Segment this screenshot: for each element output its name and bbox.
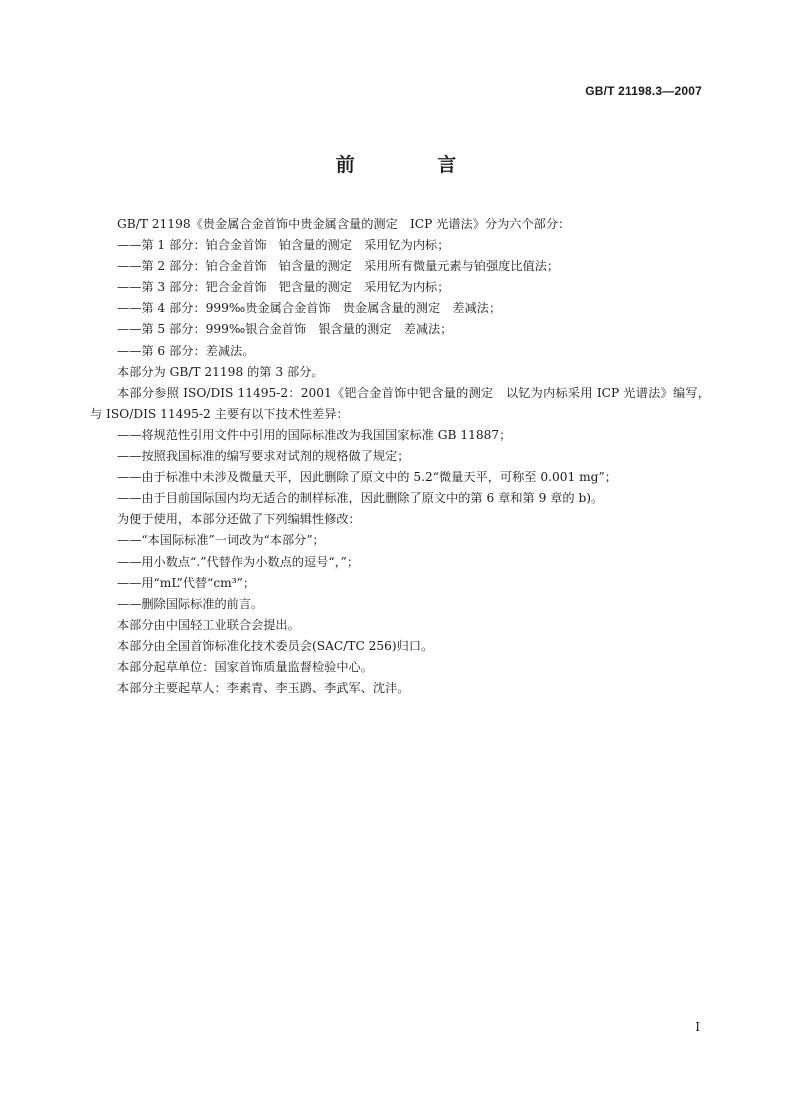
paragraph: ——用“mL”代替“cm³”； [117,575,256,590]
paragraph: ——“本国际标准”一词改为“本部分”； [117,533,325,548]
paragraph: ——第 2 部分：铂合金首饰 铂含量的测定 采用所有微量元素与铂强度比值法； [117,259,560,274]
page-number: I [695,1020,700,1034]
paragraph: GB/T 21198《贵金属合金首饰中贵金属含量的测定 ICP 光谱法》分为六个部分： [117,217,571,231]
paragraph: ——由于标准中未涉及微量天平，因此删除了原文中的 5.2“微量天平，可称至 0.001 mg”； [117,470,617,485]
paragraph: 本部分由中国轻工业联合会提出。 [117,617,300,632]
page-title: 前 言 [335,154,495,176]
paragraph: 本部分参照 ISO/DIS 11495-2：2001《钯合金首饰中钯含量的测定 以钇为内标采用 ICP 光谱法》编写，与 ISO/DIS 11495-2 主要有以下技术性差异： [90,385,710,421]
paragraph: 本部分由全国首饰标准化技术委员会(SAC/TC 256)归口。 [117,638,434,653]
paragraph: ——第 4 部分：999‰贵金属合金首饰 贵金属含量的测定 差减法； [117,301,502,316]
paragraph: ——第 3 部分：钯合金首饰 钯含量的测定 采用钇为内标； [117,280,450,295]
standard-number: GB/T 21198.3—2007 [585,84,702,98]
paragraph: ——第 1 部分：铂合金首饰 铂含量的测定 采用钇为内标； [117,238,450,253]
paragraph: 本部分为 GB/T 21198 的第 3 部分。 [117,364,324,379]
paragraph: ——由于目前国际国内均无适合的制样标准，因此删除了原文中的第 6 章和第 9 章的 b)。 [117,491,604,506]
paragraph: 本部分主要起草人：李素青、李玉鹍、李武军、沈沣。 [117,681,410,696]
foreword-body [90,214,710,699]
paragraph: ——删除国际标准的前言。 [117,596,264,611]
paragraph: 本部分起草单位：国家首饰质量监督检验中心。 [117,659,373,674]
paragraph: 为便于使用，本部分还做了下列编辑性修改： [117,512,361,527]
paragraph: ——用小数点“.”代替作为小数点的逗号“，”； [117,554,360,569]
paragraph: ——将规范性引用文件中引用的国际标准改为我国国家标准 GB 11887； [117,427,512,442]
paragraph: ——第 5 部分：999‰银合金首饰 银含量的测定 差减法； [117,322,453,337]
paragraph: ——第 6 部分：差减法。 [117,343,255,358]
paragraph: ——按照我国标准的编写要求对试剂的规格做了规定； [117,449,410,464]
